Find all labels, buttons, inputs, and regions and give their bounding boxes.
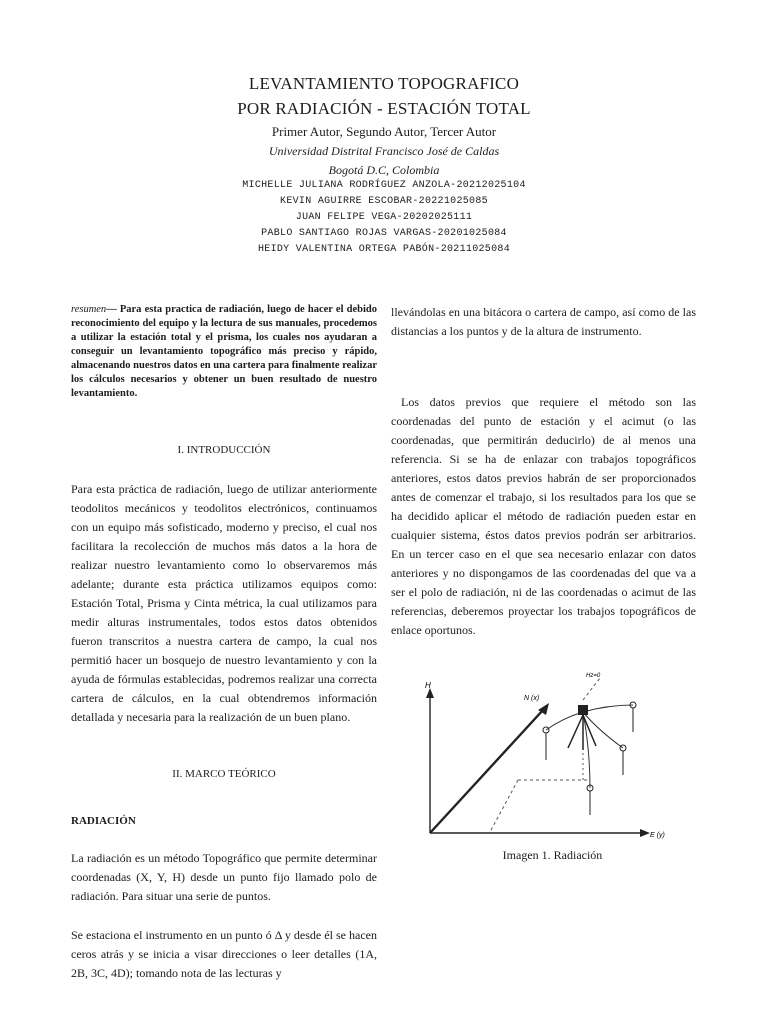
right-paragraph-1: llevándolas en una bitácora o cartera de campo, así como de las distancias a los puntos y de la altura de instrumento. — [391, 305, 696, 338]
prism-icon — [620, 745, 626, 775]
axis-n-line — [430, 710, 543, 833]
reference-dash — [583, 678, 600, 700]
student-line: KEVIN AGUIRRE ESCOBAR-20221025085 — [280, 196, 488, 207]
axis-n-label: N (x) — [524, 695, 540, 702]
paper-title-line2: POR RADIACIÓN - ESTACIÓN TOTAL — [237, 99, 531, 118]
right-paragraph-2: Los datos previos que requiere el método son las coordenadas del punto de estación y el acimut (o las coordenadas, que permitirán deducirlo) de al menos una referencia. Si se ha de enlazar con trabajos topográficos anteriores, estos datos previos habrán de ser proporcionados antes de comenzar el trabajo, si los resultados para los que se ha decidido aplicar el método de radiación pueden estar en cualquier sistema, éstos datos previos podrán ser arbitrarios. En un tercer caso en el que sea necesario enlazar con datos anteriores y no dispongamos de las coordenadas del que va a ser el polo de radiación, ni de las coordenadas o acimut de las referencias, deberemos proyectar los trabajos topográficos de enlace oportunos. — [391, 395, 696, 637]
projection-dash — [490, 780, 518, 832]
right-column — [391, 303, 696, 640]
axis-e-arrow — [640, 829, 650, 837]
abstract-text: Para esta practica de radiación, luego de hacer el debido reconocimiento del equipo y la lectura de sus manuales, procedemos a utilizar la estación total y el prisma, los cuales nos ayudaran a conseguir un levantamiento topográfico más preciso y rápido, almacenando nuestros datos en una cartera para finalmente realizar los cálculos necesarios y obtener un buen resultado de nuestro levantamiento. — [71, 304, 377, 399]
city: Bogotá D.C, Colombia — [328, 163, 440, 177]
abstract-lead: resumen — [71, 304, 107, 315]
intro-heading: I. INTRODUCCIÓN — [177, 444, 271, 456]
intro-text: Para esta práctica de radiación, luego de utilizar anteriormente teodolitos mecánicos y teodolitos electrónicos, continuamos con un equipo más sofisticado, moderno y preciso, el cual nos facilitara la recolección de muchos más datos a la hora de realizar nuestro levantamiento como lo observaremos más adelante; durante esta práctica utilizamos equipos como: Estación Total, Prisma y Cinta métrica, la cual utilizamos para medir alturas instrumentales, todos estos datos obtenidos fueron transcritos a nuestra cartera de campo, la cual nos permitió hacer un bosquejo de nuestro levantamiento y con la ayuda de fórmulas establecidas, podremos realizar una correcta cartera de cálculos, en la cual obtendremos información detallada y necesaria para la realización de un buen plano. — [71, 482, 377, 724]
figure-caption: Imagen 1. Radiación — [502, 848, 603, 862]
paper-title-line1: LEVANTAMIENTO TOPOGRAFICO — [248, 74, 520, 93]
radiation-diagram — [418, 660, 688, 840]
abstract-dash: — — [106, 304, 117, 315]
prism-icon — [543, 727, 549, 760]
axis-ref-label: Hz=0 — [586, 673, 601, 679]
axis-e-label: E (y) — [650, 832, 665, 839]
marco-heading: II. MARCO TEÓRICO — [172, 768, 276, 780]
student-line: MICHELLE JULIANA RODRÍGUEZ ANZOLA-20212025104 — [242, 180, 526, 191]
student-line: PABLO SANTIAGO ROJAS VARGAS-20201025084 — [261, 228, 507, 239]
student-line: JUAN FELIPE VEGA-20202025111 — [295, 212, 473, 223]
prism-icon — [587, 785, 593, 815]
sight-line — [583, 705, 633, 712]
student-line: HEIDY VALENTINA ORTEGA PABÓN-20211025084 — [257, 244, 511, 255]
university: Universidad Distrital Francisco José de Caldas — [268, 144, 500, 158]
radiacion-heading: RADIACIÓN — [71, 815, 136, 827]
axis-h-label: H — [425, 681, 431, 690]
radiacion-paragraph-1: La radiación es un método Topográfico que permite determinar coordenadas (X, Y, H) desde un punto fijo llamado polo de radiación. Para situar una serie de puntos. — [71, 851, 377, 903]
radiacion-paragraph-2: Se estaciona el instrumento en un punto ó Δ y desde él se hacen ceros atrás y se inicia a visar direcciones o leer detalles (1A, 2B, 3C, 4D); tomando nota de las lecturas y — [71, 928, 377, 980]
abstract — [71, 303, 377, 401]
prism-icon — [630, 702, 636, 732]
author-list: Primer Autor, Segundo Autor, Tercer Autor — [271, 124, 497, 139]
total-station-icon — [568, 705, 596, 750]
left-column — [71, 303, 377, 983]
